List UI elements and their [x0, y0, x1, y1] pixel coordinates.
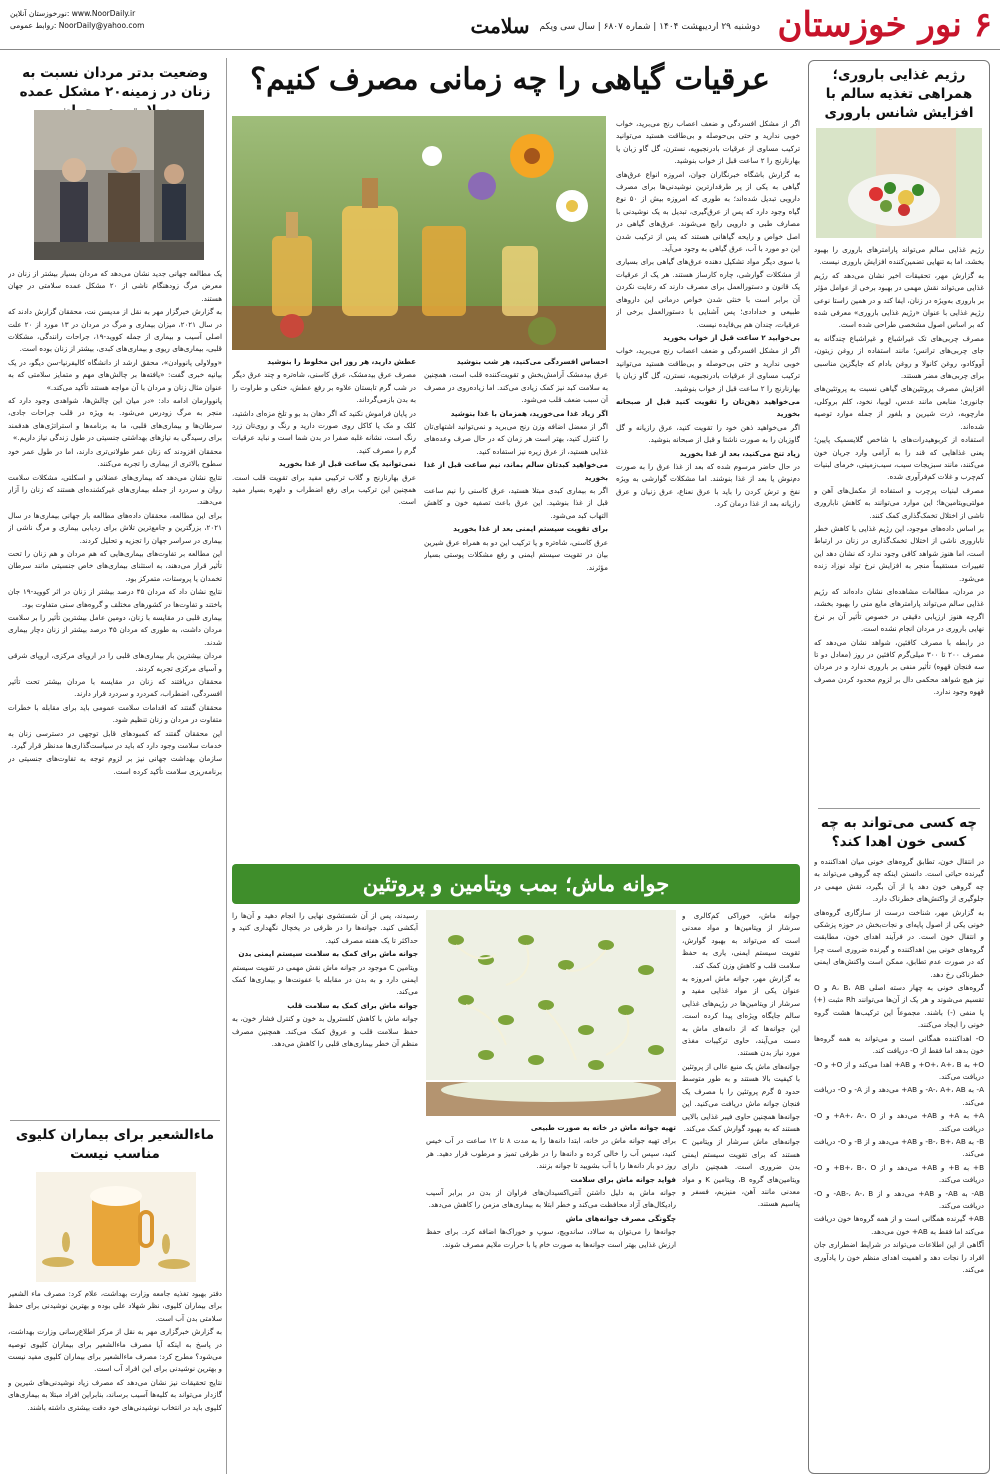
logo-text: نور خوزستان — [777, 5, 962, 45]
masthead — [767, 2, 992, 48]
right-article2-title: چه کسی می‌تواند به چه کسی خون اهدا کند؟ — [820, 815, 978, 850]
mung-column-middle: تهیه جوانه ماش در خانه به صورت طبیعی برای تهیه جوانه ماش در خانه، ابتدا دانه‌ها را به مدت ۸ تا ۱۲ ساعت در آب خیس کنید، سپس آب را خالی کرده و دانه‌ها را در ظرفی تمیز و مرطوب قرار دهید. هر روز دو بار دانه‌ها را با آب بشویید تا جوانه بزنند. فواید جوانه ماش برای سلامت جوانه ماش به دلیل داشتن آنتی‌اکسیدان‌های فراوان از بدن در برابر آسیب رادیکال‌های آزاد محافظت می‌کند و خطر ابتلا به بیماری‌های مزمن را کاهش می‌دهد. چگونگی مصرف جوانه‌های ماش جوانه‌ها را می‌توان به سالاد، ساندویچ، سوپ و خوراک‌ها اضافه کرد. برای حفظ ارزش غذایی بهتر است جوانه‌ها به صورت خام یا با حرارت ملایم مصرف شوند. — [426, 1123, 676, 1249]
mung-bean-title: جوانه ماش؛ بمب ویتامین و پروتئین — [362, 871, 670, 896]
right-divider — [818, 808, 980, 809]
left-article2-title: ماءالشعیر برای بیماران کلیوی مناسب نیست — [15, 1127, 215, 1162]
main-column-middle: احساس افسردگی می‌کنید، هر شب بنوشید عرق بیدمشک آرامش‌بخش و تقویت‌کننده قلب است، همچنین به سلامت کبد نیز کمک زیادی می‌کند. اما زیاده‌روی در مصرف آن سبب ضعف قلب می‌شود. اگر زیاد غذا می‌خورید، همزمان با غذا بنوشید اگر از معضل اضافه وزن رنج می‌برید و نمی‌توانید اشتهای‌تان را کنترل کنید، بهتر است هر زمان که در حال صرف وعده‌های غذایی هستید، از عرق زیره نیز استفاده کنید. می‌خواهید کبدتان سالم بماند، نیم ساعت قبل از غذا بخورید اگر به بیماری کبدی مبتلا هستید، عرق کاسنی را نیم ساعت قبل از غذا بنوشید. این عرق باعث تصفیه خون و کاهش التهاب کبد می‌شود. برای تقویت سیستم ایمنی بعد از غذا بخورید عرق کاسنی، شاه‌تره و یا ترکیب این دو به همراه عرق شیرین بیان در تقویت سیستم ایمنی و رفع مشکلات پوستی بسیار مؤثرند. — [424, 357, 608, 572]
separator-left — [226, 58, 227, 1474]
section-title: سلامت — [470, 14, 530, 38]
contact-info — [10, 8, 160, 32]
right-article-title: رژیم غذایی باروری؛ همراهی تغذیه سالم با افزایش شانس باروری — [824, 67, 974, 121]
mung-bowl-photo — [426, 1082, 676, 1116]
mung-column-left: رسیدند، پس از آن شستشوی نهایی را انجام دهید و آن‌ها را آبکشی کنید. جوانه‌ها را در ظرفی در یخچال نگهداری کنید و حداکثر تا یک هفته مصرف کنید. جوانه ماش برای کمک به سلامت سیستم ایمنی بدن ویتامین C موجود در جوانه ماش نقش مهمی در تقویت سیستم ایمنی دارد و به بدن در مقابله با عفونت‌ها و بیماری‌ها کمک می‌کند. جوانه ماش برای کمک به سلامت قلب جوانه ماش با کاهش کلسترول بد خون و کنترل فشار خون، به حفظ سلامت قلب و عروق کمک می‌کند. همچنین مصرف منظم آن خطر بیماری‌های قلبی را کاهش می‌دهد. — [232, 911, 418, 1049]
left-divider — [10, 1120, 220, 1121]
beer-glass-photo — [36, 1172, 196, 1282]
main-column-left: عطش دارید، هر روز این مخلوط را بنوشید مصرف عرق بیدمشک، عرق کاسنی، شاه‌تره و چند عرق دیگر در شب گرم تابستان علاوه بر رفع عطش، خنکی و طراوت را به بدن بازمی‌گرداند. در پایان فراموش نکنید که اگر دهان بد بو و تلخ مزه‌ای داشتید، کلک و مک یا کاکل روی صورت دارید و رنگ و روی‌تان زرد رنگ است، نشانه غلبه صفرا در بدن شما است و نباید عرقیات گرم را مصرف کنید. نمی‌توانید یک ساعت قبل از غذا بخورید عرق بهارنارنج و گلاب ترکیبی مفید برای تقویت قلب است. همچنین این ترکیب برای رفع اضطراب و دلهره بسیار مفید است. — [232, 357, 416, 507]
left-article-title: وضعیت بدتر مردان نسبت به زنان در زمینه۲۰ مشکل عمده — [19, 65, 211, 100]
street-people-photo — [34, 110, 204, 260]
header-bar — [0, 0, 1000, 50]
main-headline: عرقیات گیاهی را چه زمانی مصرف کنیم؟ — [250, 62, 770, 97]
mung-sprouts-photo — [426, 910, 676, 1080]
main-column-right: اگر از مشکل افسردگی و ضعف اعصاب رنج می‌برید، خواب خوبی ندارید و حتی بی‌حوصله و بی‌طاقت هستید می‌توانید ترکیب مساوی از عرقیات بادرنجبویه، نسترن، گل گاو زبان یا بهارنارنج را ۲ ساعت قبل از خواب بنوشید. به گزارش باشگاه خبرنگاران جوان، امروزه انواع عرق‌های گیاهی به یکی از پر طرفدارترین نوشیدنی‌ها برای مصرف دارویی تبدیل شده‌اند؛ به طوری که امروزه بیش از ۵۰ نوع گیاه وجود دارد که پس از عرق‌گیری، تبدیل به یک نوشیدنی با مصارف طبی و دارویی رایج می‌شوند. عرق‌های گیاهی در اصل خواص و رایحه گیاهانی هستند که پس از ترکیب شدن این دو مورد با آب، عرق گیاهی به وجود می‌آید. با سوی دیگر مواد تشکیل دهنده عرق‌های گیاهی برای بسیاری از مشکلات گوارشی، چاره کارساز هستند. هر یک از عرقیات یک قانون و دستورالعمل برای مصرف دارند که رعایت نکردن آن برابر است با خنثی شدن خواص درمانی این داروهای طبیعی و خدادادی؛ پس آشنایی با دستورالعمل برخی از عرقیات، چندان هم بی‌فایده نیست. بی‌خوابید ۲ ساعت قبل از خواب بخورید اگر از مشکل افسردگی و ضعف اعصاب رنج می‌برید، خواب خوبی ندارید و حتی بی‌حوصله و بی‌طاقت هستید می‌توانید ترکیب مساوی از عرقیات بادرنجبویه، نسترن، گل گاو زبان یا بهارنارنج را ۲ ساعت قبل از خواب بنوشید. می‌خواهید ذهن‌تان را تقویت کنید قبل از صبحانه بخورید اگر می‌خواهید ذهن خود را تقویت کنید، عرق رازیانه و گل گاوزبان را به صورت ناشتا و قبل از صبحانه بنوشید. زیاد تنخ می‌کنید، بعد از غذا بخورید در حال حاضر مرسوم شده که بعد از غذا عرق را به صورت دم‌نوش یا بعد از غذا بنوشند. اما مشکلات گوارشی به ویژه نفخ و ترش کردن را باید با عرق نعناع، عرق زنیان و عرق رازیانه بعد از غذا درمان کرد. — [616, 119, 800, 509]
contact-web: نورخوزستان آنلاین: www.NoorDaily.ir — [10, 9, 136, 18]
left-article2-body: دفتر بهبود تغذیه جامعه وزارت بهداشت، علام کرد: مصرف ماء الشعیر برای بیماران کلیوی، نظر شهلاد علی بوده و بهترین نوشیدنی برای حفظ سلامتی بدن آب است. به گزارش خبرگزاری مهر به نقل از مرکز اطلاع‌رسانی وزارت بهداشت، در پاسخ به اینکه آیا مصرف ماءالشعیر برای بیماران کلیوی توصیه می‌شود؟ مطرح کرد: مصرف ماءالشعیر برای بیماران کلیوی مفید نیست و بهترین نوشیدنی برای این افراد آب است. نتایج تحقیقات نیز نشان می‌دهد که مصرف زیاد نوشیدنی‌های شیرین و گازدار می‌تواند به کلیه‌ها آسیب برساند، بنابراین افراد مبتلا به بیماری‌های کلیوی باید در انتخاب نوشیدنی‌های خود دقت بیشتری داشته باشند. — [8, 1289, 222, 1412]
left-article-body: یک مطالعه جهانی جدید نشان می‌دهد که مردان بسیار بیشتر از زنان در معرض مرگ زودهنگام ناشی از ۲۰ مشکل عمده سلامتی در جهان هستند. به گزارش خبرگزار مهر به نقل از مدیسن نت، محققان گزارش دادند که در سال ۲۰۲۱، میزان بیماری و مرگ در مردان در ۱۳ مورد از ۲۰ علت اصلی آسیب و بیماری از جمله کووید-۱۹، جراحات رانندگی، مشکلات قلبی، بیماری‌های ریوی و بیماری‌های کبدی، بیشتر از زنان بوده است. «وولاولی پانووادن»، محقق ارشد از دانشگاه کالیفرنیا-سن دیگو، در یک بیانیه خبری گفت: «یافته‌ها بر چالش‌های مهم و متمایز سلامتی که به عنوان مثال زنان و مردان با آن مواجه هستند تأکید می‌کند.» پانووارمان ادامه داد: «در میان این چالش‌ها، شواهدی وجود دارد که منجر به مرگ زودرس می‌شود. به ویژه در قلب جراحات جادی، سرطان‌ها و بیماری‌های قلبی، ما به برنامه‌ها و استراتژی‌های هدفمند برای رسیدگی به نیازهای بهداشتی جنسیتی در طول زندگی نیاز داریم.» محققان افزودند که زنان عمر طولانی‌تری دارند، اما در طول عمر خود سطوح بالاتری از بیماری را تجربه می‌کنند. نتایج نشان می‌دهد که بیماری‌های عضلانی و اسکلتی، مشکلات سلامت روان و سردرد از جمله بیماری‌های غیرکشنده‌ای هستند که زنان را آزار می‌دهند. برای این مطالعه، محققان داده‌های مطالعه بار جهانی بیماری‌ها در سال ۲۰۲۱، بزرگترین و جامع‌ترین تلاش برای ردیابی بیماری و مرگ ناشی از بیماری در سراسر جهان را تجزیه و تحلیل کردند. این مطالعه بر تفاوت‌های بیماری‌هایی که هم مردان و هم زنان را تحت تأثیر قرار می‌دهند، به استثنای بیماری‌های خاص جنسیتی مانند سرطان تخمدان یا پروستات، متمرکز بود. نتایج نشان داد که مردان ۴۵ درصد بیشتر از زنان در اثر کووید-۱۹ جان باختند و تفاوت‌ها در کشورهای مختلف و گروه‌های سنی متفاوت بود. بیماری قلبی در مقایسه با زنان، دومین عامل بیشترین تأثیر را بر سلامت مردان داشت، به طوری که مردان ۴۵ درصد بیشتر از زنان دچار بیماری شدند. مردان بیشترین بار بیماری‌های قلبی را در اروپای مرکزی، اروپای شرقی و آسیای مرکزی تجربه کردند. محققان دریافتند که زنان در مقایسه با مردان بیشتر تحت تأثیر افسردگی، اضطراب، کمردرد و سردرد قرار دارند. محققان گفتند که اقدامات سلامت عمومی باید برای مقابله با خطرات متفاوت در مردان و زنان تنظیم شود. این محققان گفتند که کمبودهای قابل توجهی در دسترسی زنان به خدمات سلامت وجود دارد که باید در سیاست‌گذاری‌ها مدنظر قرار گیرد. سازمان بهداشت جهانی نیز بر لزوم توجه به تفاوت‌های جنسیتی در برنامه‌ریزی سلامت تأکید کرده است. — [8, 269, 222, 776]
healthy-food-photo — [816, 128, 982, 238]
right-article2-body: در انتقال خون، تطابق گروه‌های خونی میان اهداکننده و گیرنده حیاتی است. دانستن اینکه چه گروهی می‌تواند به چه گروهی خون دهد یا از آن بگیرد، نقش مهمی در جلوگیری از واکنش‌های خطرناک دارد. به گزارش مهر، شناخت درست از سازگاری گروه‌های خونی یکی از اصول پایه‌ای و نجات‌بخش در حوزه پزشکی و انتقال خون است. در فرآیند اهدای خون، مطابقت گروه‌های خونی بین اهداکننده و گیرنده ضروری است چرا که در صورت عدم تطابق، ممکن است واکنش‌های ایمنی خطرناکی رخ دهد. گروه‌های خونی به چهار دسته اصلی A، B، AB و O تقسیم می‌شوند و هر یک از آن‌ها می‌توانند Rh مثبت (+) یا منفی (-) باشند. مجموعاً این ترکیب‌ها هشت گروه خونی را ایجاد می‌کنند. O- اهداکننده همگانی است و می‌تواند به همه گروه‌ها خون بدهد اما فقط از O- دریافت کند. O+ به O+، A+، B+ و AB+ اهدا می‌کند و از O+ و O- دریافت می‌کند. A- به A-، A+، AB- و AB+ می‌دهد و از A- و O- دریافت می‌کند. A+ به A+ و AB+ می‌دهد و از A+، A-، O+ و O- دریافت می‌کند. B- به B-، B+، AB- و AB+ می‌دهد و از B- و O- دریافت می‌کند. B+ به B+ و AB+ می‌دهد و از B+، B-، O+ و O- دریافت می‌کند. AB- به AB- و AB+ می‌دهد و از AB-، A-، B- و O- دریافت می‌کند. AB+ گیرنده همگانی است و از همه گروه‌ها خون دریافت می‌کند اما فقط به AB+ خون می‌دهد. آگاهی از این اطلاعات می‌تواند در شرایط اضطراری جان افراد را نجات دهد و اهمیت اهدای منظم خون را یادآوری می‌کند. — [814, 857, 984, 1274]
mung-column-right: جوانه ماش، خوراکی کم‌کالری و سرشار از ویتامین‌ها و مواد معدنی است که می‌تواند به بهبود گوارش، تقویت سیستم ایمنی، یاری به حفظ سلامت قلب و کاهش وزن کمک کند. به گزارش مهر، جوانه ماش امروزه به عنوان یکی از مواد غذایی مفید و سرشار از ویتامین‌ها در رژیم‌های غذایی سالم جایگاه ویژه‌ای پیدا کرده است. این جوانه‌ها که از دانه‌های ماش به دست می‌آیند، حاوی ترکیبات مغذی مورد نیاز بدن هستند. جوانه‌های ماش یک منبع عالی از پروتئین با کیفیت بالا هستند و به طور متوسط حدود ۵ گرم پروتئین را با مصرف یک فنجان جوانه ماش دریافت می‌کنید. این جوانه‌ها همچنین حاوی فیبر غذایی بالایی هستند که به بهبود گوارش کمک می‌کند. جوانه‌های ماش سرشار از ویتامین C هستند که برای تقویت سیستم ایمنی بدن ضروری است. همچنین دارای ویتامین‌های گروه B، ویتامین K و مواد معدنی مانند آهن، منیزیم، فسفر و پتاسیم هستند. — [682, 911, 800, 1209]
edition-line: دوشنبه ۲۹ اردیبهشت ۱۴۰۴ | شماره ۶۸۰۷ | سال سی ویکم — [539, 22, 760, 32]
right-article-body: رژیم غذایی سالم می‌تواند پارامترهای باروری را بهبود بخشد، اما به تنهایی تضمین‌کننده افزایش باروری نیست. به گزارش مهر، تحقیقات اخیر نشان می‌دهد که رژیم غذایی می‌تواند نقش مهمی در بهبود برخی از عوامل مؤثر بر باروری به‌ویژه در زنان، ایفا کند و در همین راستا نوعی رژیم غذایی با عنوان «رژیم غذایی باروری» معرفی شده که بر اساس اصول مشخصی طراحی شده است. مصرف چربی‌های تک غیراشباع و غیراشباع چندگانه به جای چربی‌های ترانس؛ مانند استفاده از روغن زیتون، آووکادو، روغن کانولا و روغن بادام که جایگزین مناسبی برای چربی‌های مضر هستند. افزایش مصرف پروتئین‌های گیاهی نسبت به پروتئین‌های جانوری؛ منابعی مانند عدس، لوبیا، نخود، کلم بروکلی، مارچوبه، ذرت شیرین و بلغور از جمله موارد توصیه شده‌اند. استفاده از کربوهیدرات‌های با شاخص گلایسمیک پایین؛ یعنی غذاهایی که قند را به آرامی وارد جریان خون می‌کنند، مانند سبزیجات سیب، سیب‌زمینی، خرمای لبنیات کم‌چرب و غلات کم‌فرآوری شده. مصرف لبنیات پرچرب و استفاده از مکمل‌های آهن و مولتی‌ویتامین‌ها؛ این موارد می‌توانند به کاهش ناباروری ناشی از اختلال تخمک‌گذاری کمک کنند. بر اساس داده‌های موجود، این رژیم غذایی با کاهش خطر ناباروری ناشی از اختلال تخمک‌گذاری در زنان در ارتباط است، اما هنوز شواهد کافی وجود ندارد که نشان دهد این تغییرات مستقیماً منجر به افزایش نرخ تولد نوزاد زنده می‌شود. در مردان، مطالعات مشاهده‌ای نشان داده‌اند که رژیم غذایی سالم می‌تواند پارامترهای مایع منی را بهبود بخشد، اگرچه هنوز ارزیابی دقیقی در خصوص تأثیر آن بر نرخ نهایی باروری در مردان انجام نشده است. در رابطه با مصرف کافئین، شواهد نشان می‌دهد که مصرف ۲۰۰ تا ۳۰۰ میلی‌گرم کافئین در روز (معادل دو تا سه فنجان قهوه) تأثیر منفی بر باروری ندارد و در مردان نیز هیچ شواهد محکمی دال بر لزوم محدود کردن مصرف قهوه وجود ندارد. — [814, 245, 984, 697]
page-number: ۶ — [973, 5, 992, 45]
herbal-bottles-photo — [232, 116, 606, 350]
contact-email: روابط عمومی: NoorDaily@yahoo.com — [10, 21, 145, 30]
